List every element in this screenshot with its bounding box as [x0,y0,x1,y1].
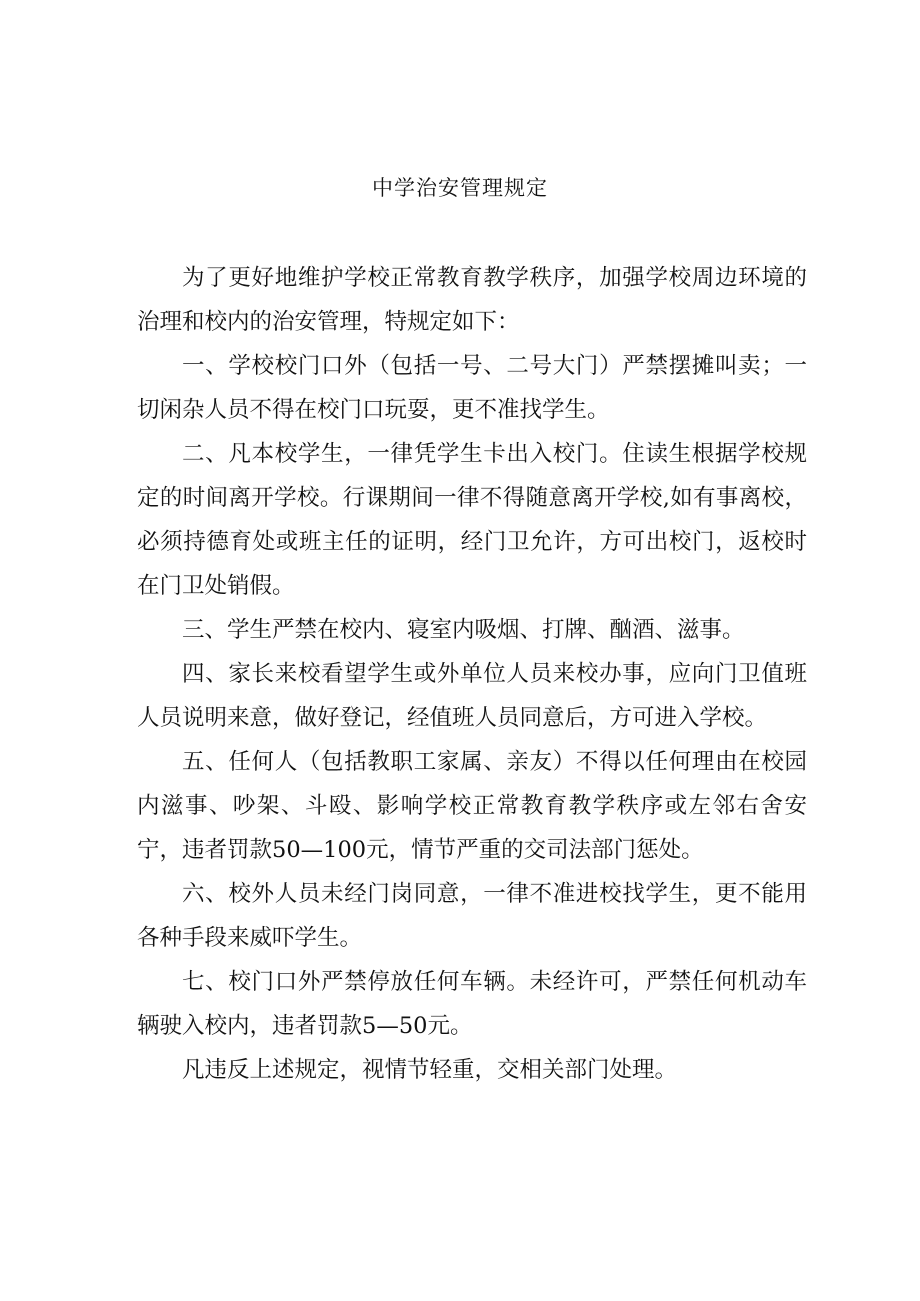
paragraph-intro: 为了更好地维护学校正常教育教学秩序，加强学校周边环境的治理和校内的治安管理，特规定如下： [137,265,807,335]
paragraph-rule-6: 六、校外人员未经门岗同意，一律不准进校找学生，更不能用各种手段来威吓学生。 [137,881,807,951]
paragraph-rule-5: 五、任何人（包括教职工家属、亲友）不得以任何理由在校园内滋事、吵架、斗殴、影响学校正常教育教学秩序或左邻右舍安宁，违者罚款50—100元，情节严重的交司法部门惩处。 [137,749,807,863]
document-body [137,256,807,1092]
paragraph-rule-3: 三、学生严禁在校内、寝室内吸烟、打牌、酗酒、滋事。 [182,617,745,643]
paragraph-rule-2: 二、凡本校学生，一律凭学生卡出入校门。住读生根据学校规定的时间离开学校。行课期间一律不得随意离开学校,如有事离校，必须持德育处或班主任的证明，经门卫允许，方可出校门，返校时在门卫处销假。 [137,441,807,599]
paragraph-rule-1: 一、学校校门口外（包括一号、二号大门）严禁摆摊叫卖；一切闲杂人员不得在校门口玩耍，更不准找学生。 [137,353,807,423]
document-title: 中学治安管理规定 [372,176,548,200]
paragraph-rule-4: 四、家长来校看望学生或外单位人员来校办事，应向门卫值班人员说明来意，做好登记，经值班人员同意后，方可进入学校。 [137,661,807,731]
paragraph-closing: 凡违反上述规定，视情节轻重，交相关部门处理。 [182,1057,678,1083]
paragraph-rule-7: 七、校门口外严禁停放任何车辆。未经许可，严禁任何机动车辆驶入校内，违者罚款5—50元。 [137,969,807,1039]
